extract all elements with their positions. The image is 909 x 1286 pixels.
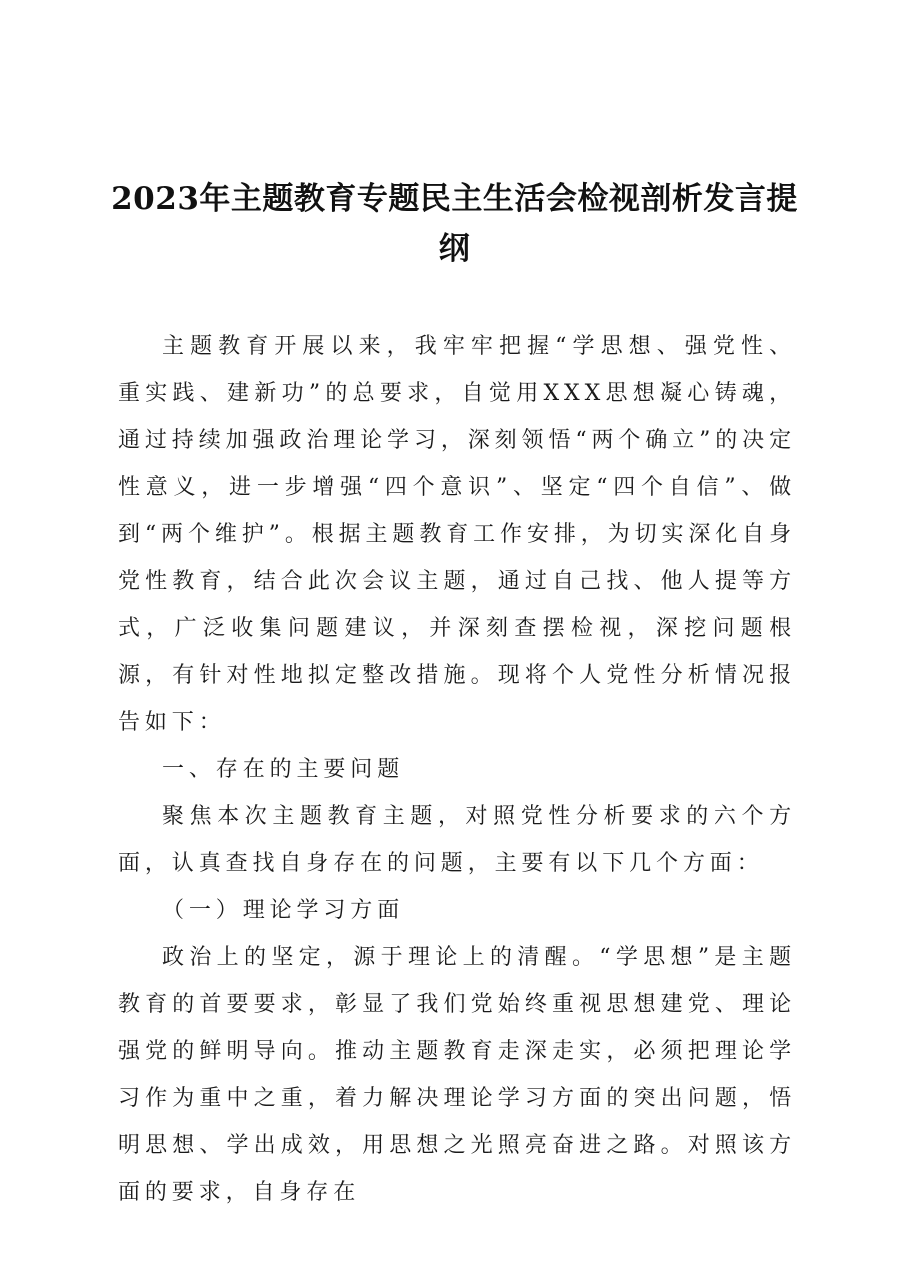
paragraph-intro: 主题教育开展以来，我牢牢把握“学思想、强党性、重实践、建新功”的总要求，自觉用XXX思想凝心铸魂，通过持续加强政治理论学习，深刻领悟“两个确立”的决定性意义，进一步增强“四个意识”、坚定“四个自信”、做到“两个维护”。根据主题教育工作安排，为切实深化自身党性教育，结合此次会议主题，通过自己找、他人提等方式，广泛收集问题建议，并深刻查摆检视，深挖问题根源，有针对性地拟定整改措施。现将个人党性分析情况报告如下： xyxy=(118,334,796,735)
document-body xyxy=(118,323,796,1216)
subsection-heading-theory-study: （一）理论学习方面 xyxy=(162,898,405,923)
paragraph-problems-overview: 聚焦本次主题教育主题，对照党性分析要求的六个方面，认真查找自身存在的问题，主要有以下几个方面： xyxy=(118,804,796,876)
section-heading-main-problems: 一、存在的主要问题 xyxy=(162,757,405,782)
paragraph-theory-study: 政治上的坚定，源于理论上的清醒。“学思想”是主题教育的首要要求，彰显了我们党始终重视思想建党、理论强党的鲜明导向。推动主题教育走深走实，必须把理论学习作为重中之重，着力解决理论学习方面的突出问题，悟明思想、学出成效，用思想之光照亮奋进之路。对照该方面的要求，自身存在 xyxy=(118,945,796,1205)
document-title: 2023年主题教育专题民主生活会检视剖析发言提纲 xyxy=(111,181,798,267)
